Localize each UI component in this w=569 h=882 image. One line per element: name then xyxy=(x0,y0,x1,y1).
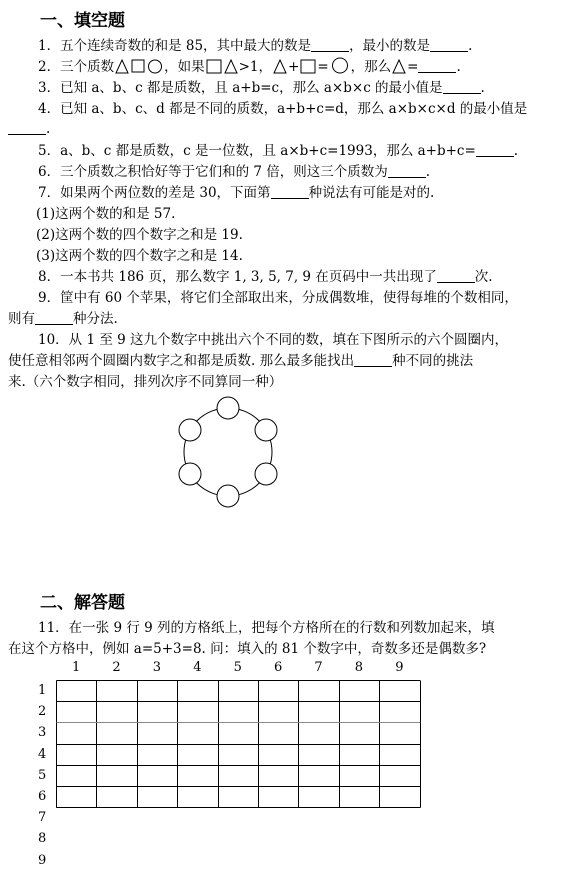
grid-column-label: 7 xyxy=(314,660,323,675)
number-circle[interactable] xyxy=(217,485,239,507)
answer-blank[interactable] xyxy=(418,58,456,73)
six-circle-diagram xyxy=(170,393,286,509)
grid-column-label: 6 xyxy=(274,660,283,675)
q7-option-1: (1)这两个数的和是 57. xyxy=(36,206,176,222)
grid-row-label: 9 xyxy=(38,852,47,868)
q7-option-2: (2)这两个数的四个数字之和是 19. xyxy=(36,227,243,243)
square-icon xyxy=(206,59,222,74)
question-4-cont: . xyxy=(8,119,560,139)
answer-blank[interactable] xyxy=(311,37,349,52)
question-6: 6．三个质数之积恰好等于它们和的 7 倍，则这三个质数为 . xyxy=(38,164,431,180)
question-10-note: 来.（六个数字相同，排列次序不同算同一种） xyxy=(8,374,283,390)
circle-icon xyxy=(147,59,163,74)
question-5: 5．a、b、c 都是质数，c 是一位数，且 a×b+c=1993，那么 a+b+c= . xyxy=(38,143,519,159)
answer-blank[interactable] xyxy=(271,184,309,199)
question-4: 4．已知 a、b、c、d 都是不同的质数，a+b+c=d，那么 a×b×c×d 的最小值是 xyxy=(38,101,528,117)
grid-row-label: 8 xyxy=(38,831,47,847)
triangle-icon xyxy=(224,59,238,74)
question-10: 10．从 1 至 9 这九个数字中挑出六个不同的数，填在下图所示的六个圆圈内， xyxy=(38,332,509,348)
answer-blank[interactable] xyxy=(354,352,392,367)
triangle-icon xyxy=(392,59,406,74)
grid-row-label: 6 xyxy=(38,789,47,804)
grid-row-label: 3 xyxy=(38,725,47,741)
section1-title: 一、填空题 xyxy=(40,11,125,31)
grid-column-label: 9 xyxy=(395,660,404,675)
question-1: 1．五个连续奇数的和是 85，其中最大的数是 ，最小的数是 . xyxy=(38,38,473,54)
number-circle[interactable] xyxy=(255,463,277,485)
grid-row-label: 1 xyxy=(38,683,47,698)
grid-column-label: 5 xyxy=(233,660,242,675)
question-9: 9．筐中有 60 个苹果，将它们全部取出来，分成偶数堆，使得每堆的个数相同， xyxy=(38,290,518,306)
q7-option-3: (3)这两个数的四个数字之和是 14. xyxy=(36,248,243,264)
circle-icon xyxy=(330,57,350,74)
question-11: 11．在一张 9 行 9 列的方格纸上，把每个方格所在的行数和列数加起来，填 xyxy=(38,620,495,636)
question-7: 7．如果两个两位数的差是 30，下面第 种说法有可能是对的. xyxy=(38,185,435,201)
question-11-cont: 在这个方格中，例如 a=5+3=8. 问：填入的 81 个数字中，奇数多还是偶数多? xyxy=(8,641,487,657)
answer-blank[interactable] xyxy=(430,37,468,52)
answer-blank[interactable] xyxy=(443,79,481,94)
triangle-icon xyxy=(115,59,129,74)
number-circle[interactable] xyxy=(255,419,277,441)
answer-blank[interactable] xyxy=(35,310,73,325)
grid-row-label: 4 xyxy=(38,746,47,762)
grid-column-label: 1 xyxy=(72,660,81,675)
answer-blank[interactable] xyxy=(437,268,475,283)
square-icon xyxy=(131,59,145,74)
grid-column-label: 4 xyxy=(193,660,202,675)
question-3: 3．已知 a、b、c 都是质数，且 a+b=c，那么 a×b×c 的最小值是 . xyxy=(38,80,485,96)
triangle-icon xyxy=(273,59,287,74)
question-9-cont: 则有 种分法. xyxy=(8,311,118,327)
grid-row-label: 2 xyxy=(38,704,47,720)
answer-blank[interactable] xyxy=(8,120,46,135)
grid-row-label: 5 xyxy=(38,767,47,783)
section2-title: 二、解答题 xyxy=(40,593,125,613)
number-circle[interactable] xyxy=(217,397,239,419)
number-circle[interactable] xyxy=(179,419,201,441)
answer-blank[interactable] xyxy=(388,163,426,178)
grid-column-label: 8 xyxy=(354,660,364,675)
grid-row-label: 7 xyxy=(38,810,47,826)
square-icon xyxy=(300,59,316,74)
answer-grid xyxy=(56,680,422,808)
grid-column-label: 2 xyxy=(112,660,121,675)
question-10-cont: 使任意相邻两个圆圈内数字之和都是质数. 那么最多能找出 种不同的挑法 xyxy=(8,353,474,369)
answer-blank[interactable] xyxy=(476,142,514,157)
number-circle[interactable] xyxy=(179,463,201,485)
question-2: 2．三个质数 ，如果 >1， + = ，那么 = . xyxy=(38,59,461,75)
question-8: 8．一本书共 186 页，那么数字 1, 3, 5, 7, 9 在页码中一共出现了 次. xyxy=(38,269,493,285)
grid-column-label: 3 xyxy=(152,660,162,675)
